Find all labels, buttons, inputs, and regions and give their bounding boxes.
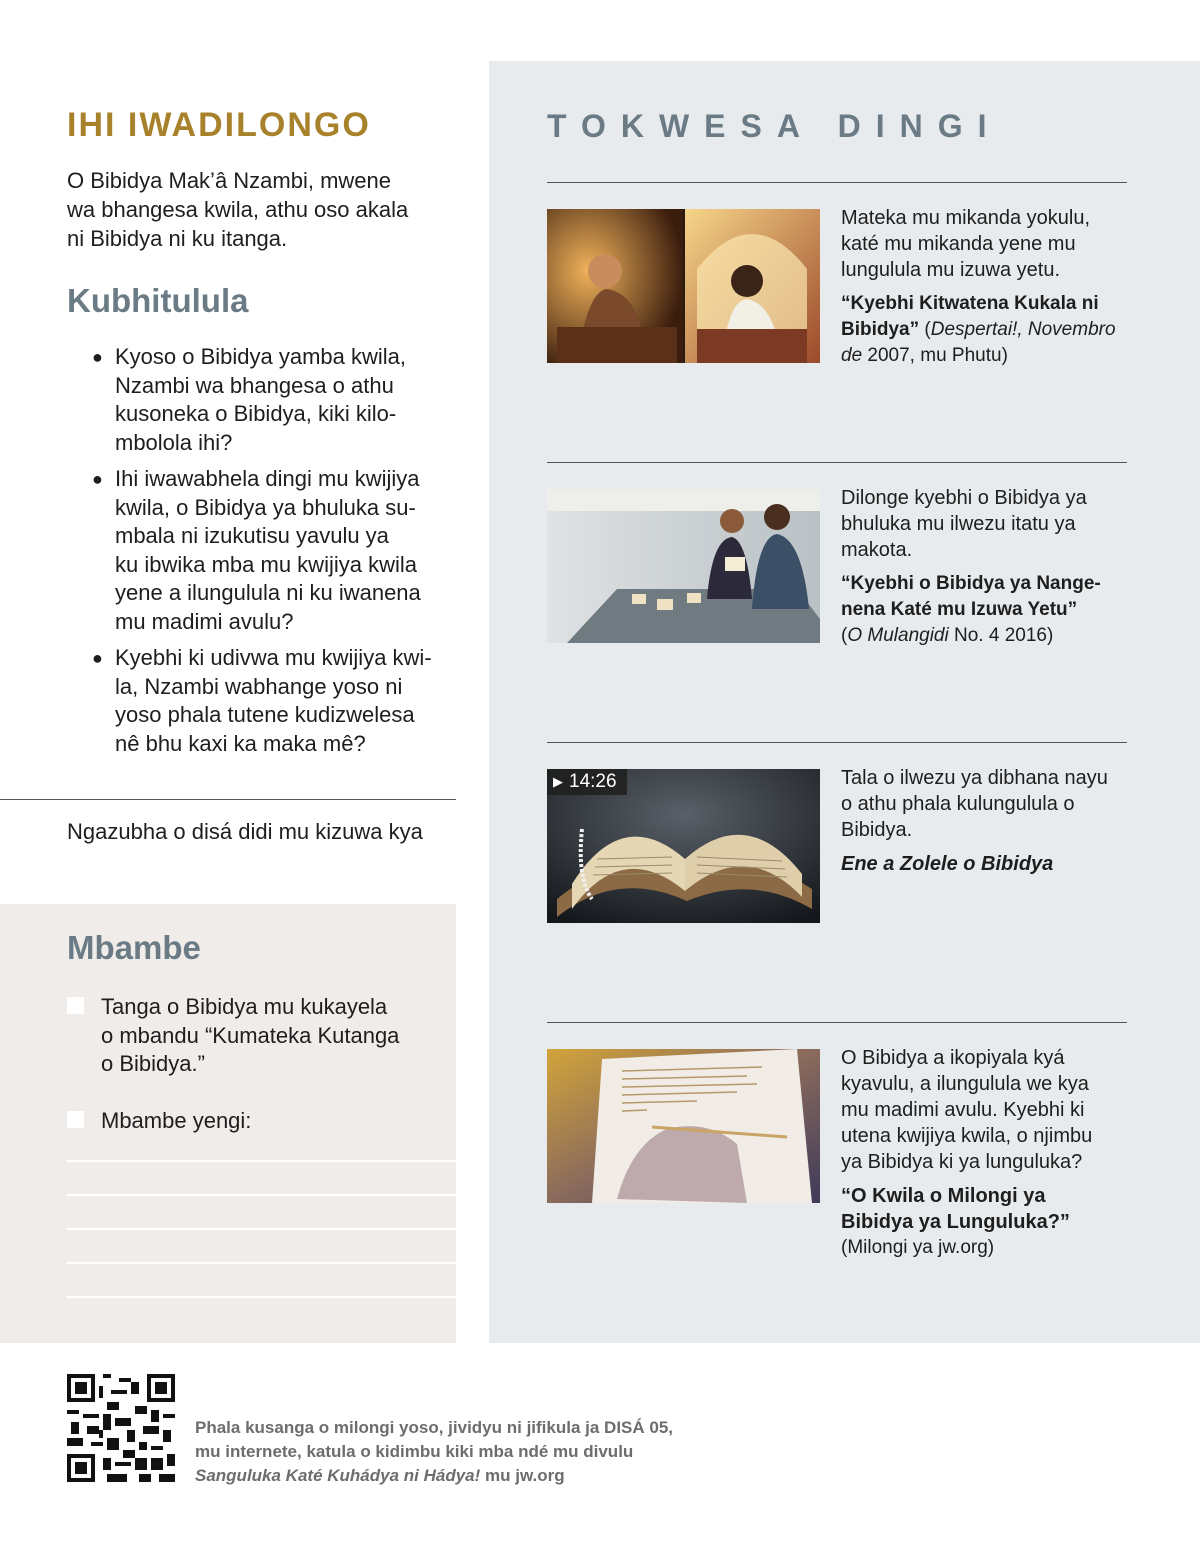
resource-title[interactable]: “O Kwila o Milongi ya Bibidya ya Lunguluka?” bbox=[841, 1185, 1070, 1233]
resource-divider bbox=[547, 462, 1127, 463]
resource-title: Bibidya” bbox=[841, 319, 920, 340]
resource-image-manuscript[interactable] bbox=[547, 1049, 820, 1203]
resource-title: nena Katé mu Izuwa Yetu” bbox=[841, 599, 1078, 620]
section-divider bbox=[0, 799, 456, 800]
resource-title: “Kyebhi o Bibidya ya Nange- bbox=[841, 573, 1101, 594]
resource-divider bbox=[547, 1022, 1127, 1023]
resource-text bbox=[841, 1045, 1126, 1261]
resource-description: Mateka mu mikanda yokulu, katé mu mikanda yene mu lungulula mu izuwa yetu. bbox=[841, 207, 1091, 281]
further-study-heading: TOKWESA DINGI bbox=[547, 108, 1002, 144]
resource-description: Tala o ilwezu ya dibhana nayu o athu phala kulungulula o Bibidya. bbox=[841, 767, 1108, 841]
resource-text bbox=[841, 485, 1126, 649]
lesson-intro bbox=[67, 166, 447, 253]
plan-item-read[interactable]: Tanga o Bibidya mu kukayela o mbandu “Kumateka Kutanga o Bibidya.” bbox=[67, 993, 431, 1079]
intro-line: ni Bibidya ni ku itanga. bbox=[67, 226, 288, 251]
writing-line[interactable] bbox=[67, 1262, 456, 1264]
resource-divider bbox=[547, 182, 1127, 183]
review-question: ● Ihi iwawabhela dingi mu kwijiya kwila, o Bibidya ya bhuluka su- mbala ni izukutisu yavulu ya ku ibwika mba mu kwijiya kwila yene a ilungulula ni ku iwanena mu madimi avulu? bbox=[92, 466, 421, 634]
resource-description: Dilonge kyebhi o Bibidya ya bhuluka mu ilwezu itatu ya makota. bbox=[841, 487, 1087, 561]
hand-writing-manuscript-illustration bbox=[547, 1049, 820, 1203]
writing-line[interactable] bbox=[67, 1194, 456, 1196]
writing-line[interactable] bbox=[67, 1160, 456, 1162]
review-question: ● Kyebhi ki udivwa mu kwijiya kwi- la, Nzambi wabhange yoso ni yoso phala tutene kudizwelesa nê bhu kaxi ka maka mê? bbox=[92, 645, 432, 756]
resource-text bbox=[841, 205, 1126, 369]
writing-line[interactable] bbox=[67, 1296, 456, 1298]
scribe-and-translator-illustration bbox=[547, 209, 820, 363]
plan-item-other[interactable]: Mbambe yengi: bbox=[67, 1107, 431, 1136]
review-questions bbox=[92, 343, 452, 766]
bullet-icon: ● bbox=[92, 648, 103, 668]
play-icon: ▶ bbox=[553, 774, 563, 789]
checkbox[interactable] bbox=[67, 1111, 84, 1128]
resource-title: “Kyebhi Kitwatena Kukala ni bbox=[841, 293, 1099, 314]
review-question: ● Kyoso o Bibidya yamba kwila, Nzambi wa bhangesa o athu kusoneka o Bibidya, kiki kilo- mbolola ihi? bbox=[92, 344, 407, 455]
resource-divider bbox=[547, 742, 1127, 743]
completion-note: Ngazubha o disá didi mu kizuwa kya bbox=[67, 819, 423, 844]
plan-heading: Mbambe bbox=[67, 929, 201, 966]
checkbox[interactable] bbox=[67, 997, 84, 1014]
video-title[interactable]: Ene a Zolele o Bibidya bbox=[841, 853, 1054, 875]
book-title: Sanguluka Katé Kuhádya ni Hádya! bbox=[195, 1466, 481, 1485]
video-duration-badge[interactable] bbox=[547, 769, 627, 795]
resource-citation[interactable]: “Kyebhi o Bibidya ya Nange- nena Katé mu Izuwa Yetu” (O Mulangidi No. 4 2016) bbox=[841, 573, 1101, 646]
writing-line[interactable] bbox=[67, 1228, 456, 1230]
resource-video-thumbnail[interactable] bbox=[547, 769, 820, 923]
review-heading: Kubhitulula bbox=[67, 282, 249, 319]
lesson-main-point-heading: IHI IWADILONGO bbox=[67, 106, 371, 144]
intro-line: O Bibidya Mak’â Nzambi, mwene bbox=[67, 168, 392, 193]
resource-image-museum[interactable] bbox=[547, 489, 820, 643]
resource-description: O Bibidya a ikopiyala kyá kyavulu, a ilungulula we kya mu madimi avulu. Kyebhi ki utena kwijiya kwila, o njimbu ya Bibidya ki ya lunguluka? bbox=[841, 1047, 1093, 1173]
resource-text bbox=[841, 765, 1126, 877]
resource-source: (Milongi ya jw.org) bbox=[841, 1237, 995, 1258]
bullet-icon: ● bbox=[92, 469, 103, 489]
bullet-icon: ● bbox=[92, 347, 103, 367]
video-duration: 14:26 bbox=[569, 771, 617, 792]
resource-citation[interactable]: “Kyebhi Kitwatena Kukala ni Bibidya” (Despertai!, Novembro de 2007, mu Phutu) bbox=[841, 293, 1116, 366]
museum-couple-illustration bbox=[547, 489, 820, 643]
resource-image-scribes[interactable] bbox=[547, 209, 820, 363]
footer-note: Phala kusanga o milongi yoso, jividyu ni jifikula ja DISÁ 05, mu internete, katula o kidimbu kiki mba ndé mu divulu Sanguluka Katé Kuhádya ni Hádya! mu jw.org bbox=[195, 1418, 674, 1485]
intro-line: wa bhangesa kwila, athu oso akala bbox=[67, 197, 409, 222]
qr-code-graphic bbox=[67, 1374, 175, 1482]
qr-code-icon[interactable] bbox=[67, 1374, 175, 1482]
